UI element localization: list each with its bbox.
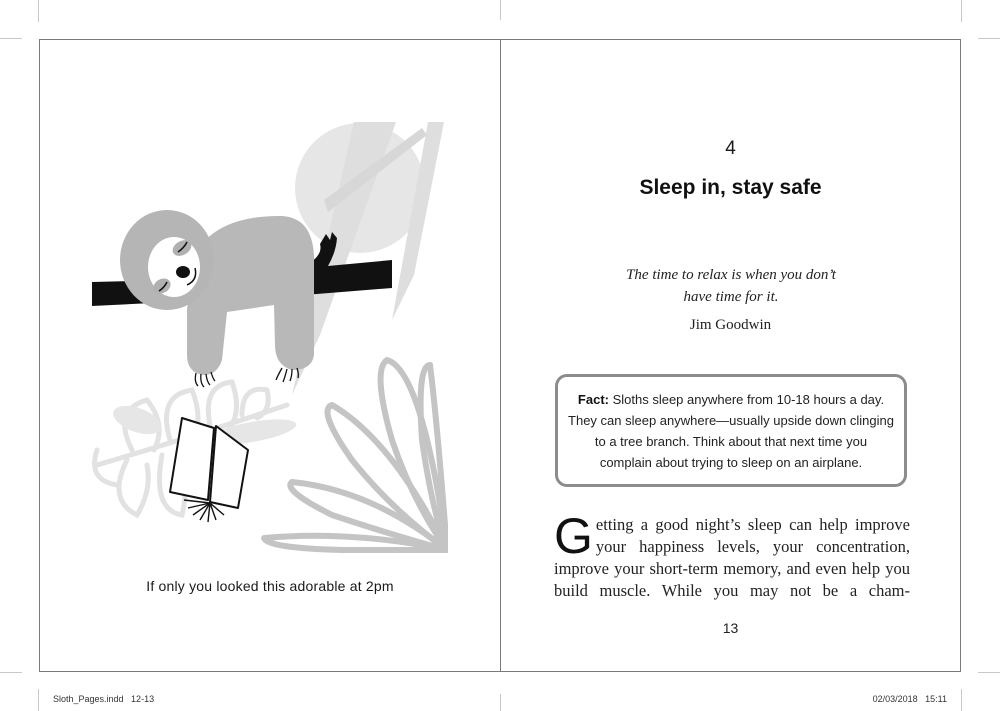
chapter-title: Sleep in, stay safe xyxy=(639,176,822,199)
fact-text: Sloths sleep anywhere from 10-18 hours a day. They can sleep anywhere—usually upside down clinging to a tree branch. Think about that next time you complain about trying to sleep on an airplane. xyxy=(568,392,894,470)
fact-label: Fact: xyxy=(577,392,609,407)
crop-mark xyxy=(0,38,22,39)
fact-box xyxy=(555,374,907,487)
crop-mark xyxy=(500,0,501,20)
crop-mark xyxy=(978,672,1000,673)
epigraph-line: The time to relax is when you don’t xyxy=(626,267,836,283)
date-slug: 02/03/2018 15:11 xyxy=(872,694,947,704)
epigraph-quote xyxy=(581,264,881,308)
chapter-number: 4 xyxy=(725,138,736,159)
crop-mark xyxy=(961,689,962,711)
plant-icon xyxy=(264,360,447,550)
illustration-caption: If only you looked this adorable at 2pm xyxy=(146,578,394,594)
sloth-icon xyxy=(120,210,314,387)
page-number: 13 xyxy=(722,620,739,636)
sloth-illustration xyxy=(92,120,448,555)
crop-mark xyxy=(0,672,22,673)
crop-mark xyxy=(978,38,1000,39)
crop-mark xyxy=(38,689,39,711)
crop-mark xyxy=(961,0,962,22)
crop-mark xyxy=(38,0,39,22)
crop-mark xyxy=(500,694,501,711)
right-page xyxy=(501,40,960,671)
body-text: etting a good night’s sleep can help improve your happiness levels, your concentration, improve your short-term memory, and even help you build muscle. While you may not be a cham- xyxy=(554,515,910,600)
left-page xyxy=(40,40,500,671)
drop-cap: G xyxy=(554,508,593,564)
epigraph-author: Jim Goodwin xyxy=(689,317,772,333)
body-paragraph xyxy=(554,508,910,602)
epigraph-line: have time for it. xyxy=(683,289,779,305)
file-slug: Sloth_Pages.indd 12-13 xyxy=(53,694,155,704)
